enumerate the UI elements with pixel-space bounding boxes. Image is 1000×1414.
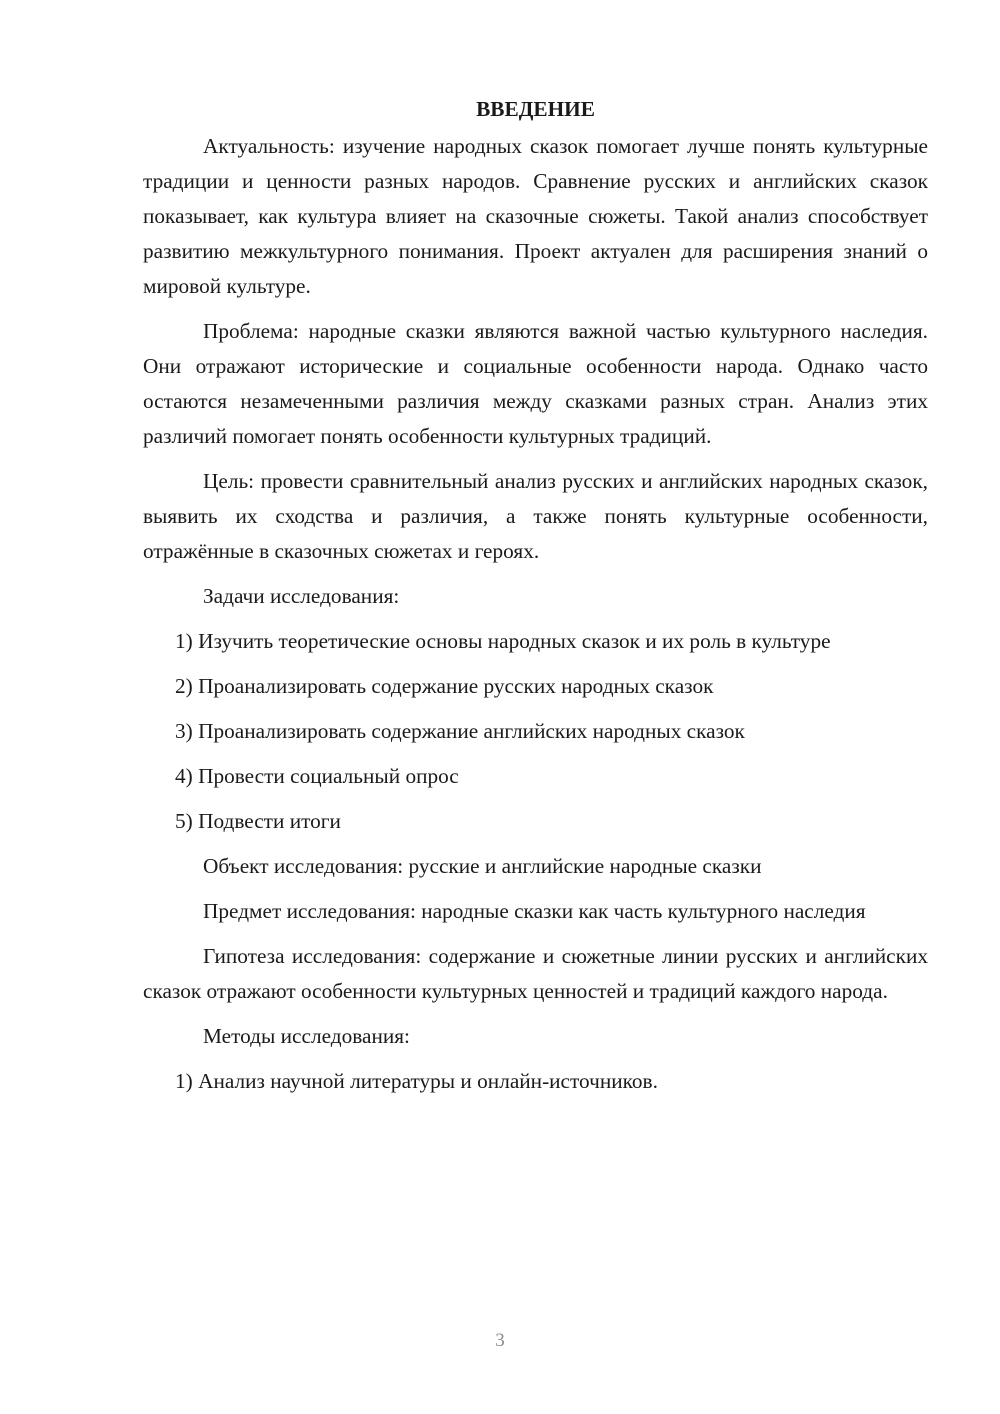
task-item: 5) Подвести итоги [175,809,341,833]
task-item: 1) Изучить теоретические основы народных сказок и их роль в культуре [175,629,831,653]
relevance-paragraph: Актуальность: изучение народных сказок помогает лучше понять культурные традиции и ценности разных народов. Сравнение русских и английских сказок показывает, как культура влияет на сказочные сюжеты. Такой анализ способствует развитию межкультурного понимания. Проект актуален для расширения знаний о мировой культуре. [143,134,928,298]
object-paragraph: Объект исследования: русские и английские народные сказки [203,854,762,878]
tasks-title: Задачи исследования: [203,584,400,608]
method-item: 1) Анализ научной литературы и онлайн-источников. [175,1069,658,1093]
methods-title: Методы исследования: [203,1024,410,1048]
page-number: 3 [495,1330,505,1351]
hypothesis-paragraph: Гипотеза исследования: содержание и сюжетные линии русских и английских сказок отражают особенности культурных ценностей и традиций каждого народа. [143,944,928,1003]
subject-paragraph: Предмет исследования: народные сказки как часть культурного наследия [203,899,866,923]
section-heading: ВВЕДЕНИЕ [476,97,595,121]
document-page [143,92,928,1109]
task-item: 4) Провести социальный опрос [175,764,459,788]
problem-paragraph: Проблема: народные сказки являются важной частью культурного наследия. Они отражают исторические и социальные особенности народа. Однако часто остаются незамеченными различия между сказками разных стран. Анализ этих различий помогает понять особенности культурных традиций. [143,319,928,448]
task-item: 2) Проанализировать содержание русских народных сказок [175,674,714,698]
goal-paragraph: Цель: провести сравнительный анализ русских и английских народных сказок, выявить их сходства и различия, а также понять культурные особенности, отражённые в сказочных сюжетах и героях. [143,469,928,563]
task-item: 3) Проанализировать содержание английских народных сказок [175,719,745,743]
